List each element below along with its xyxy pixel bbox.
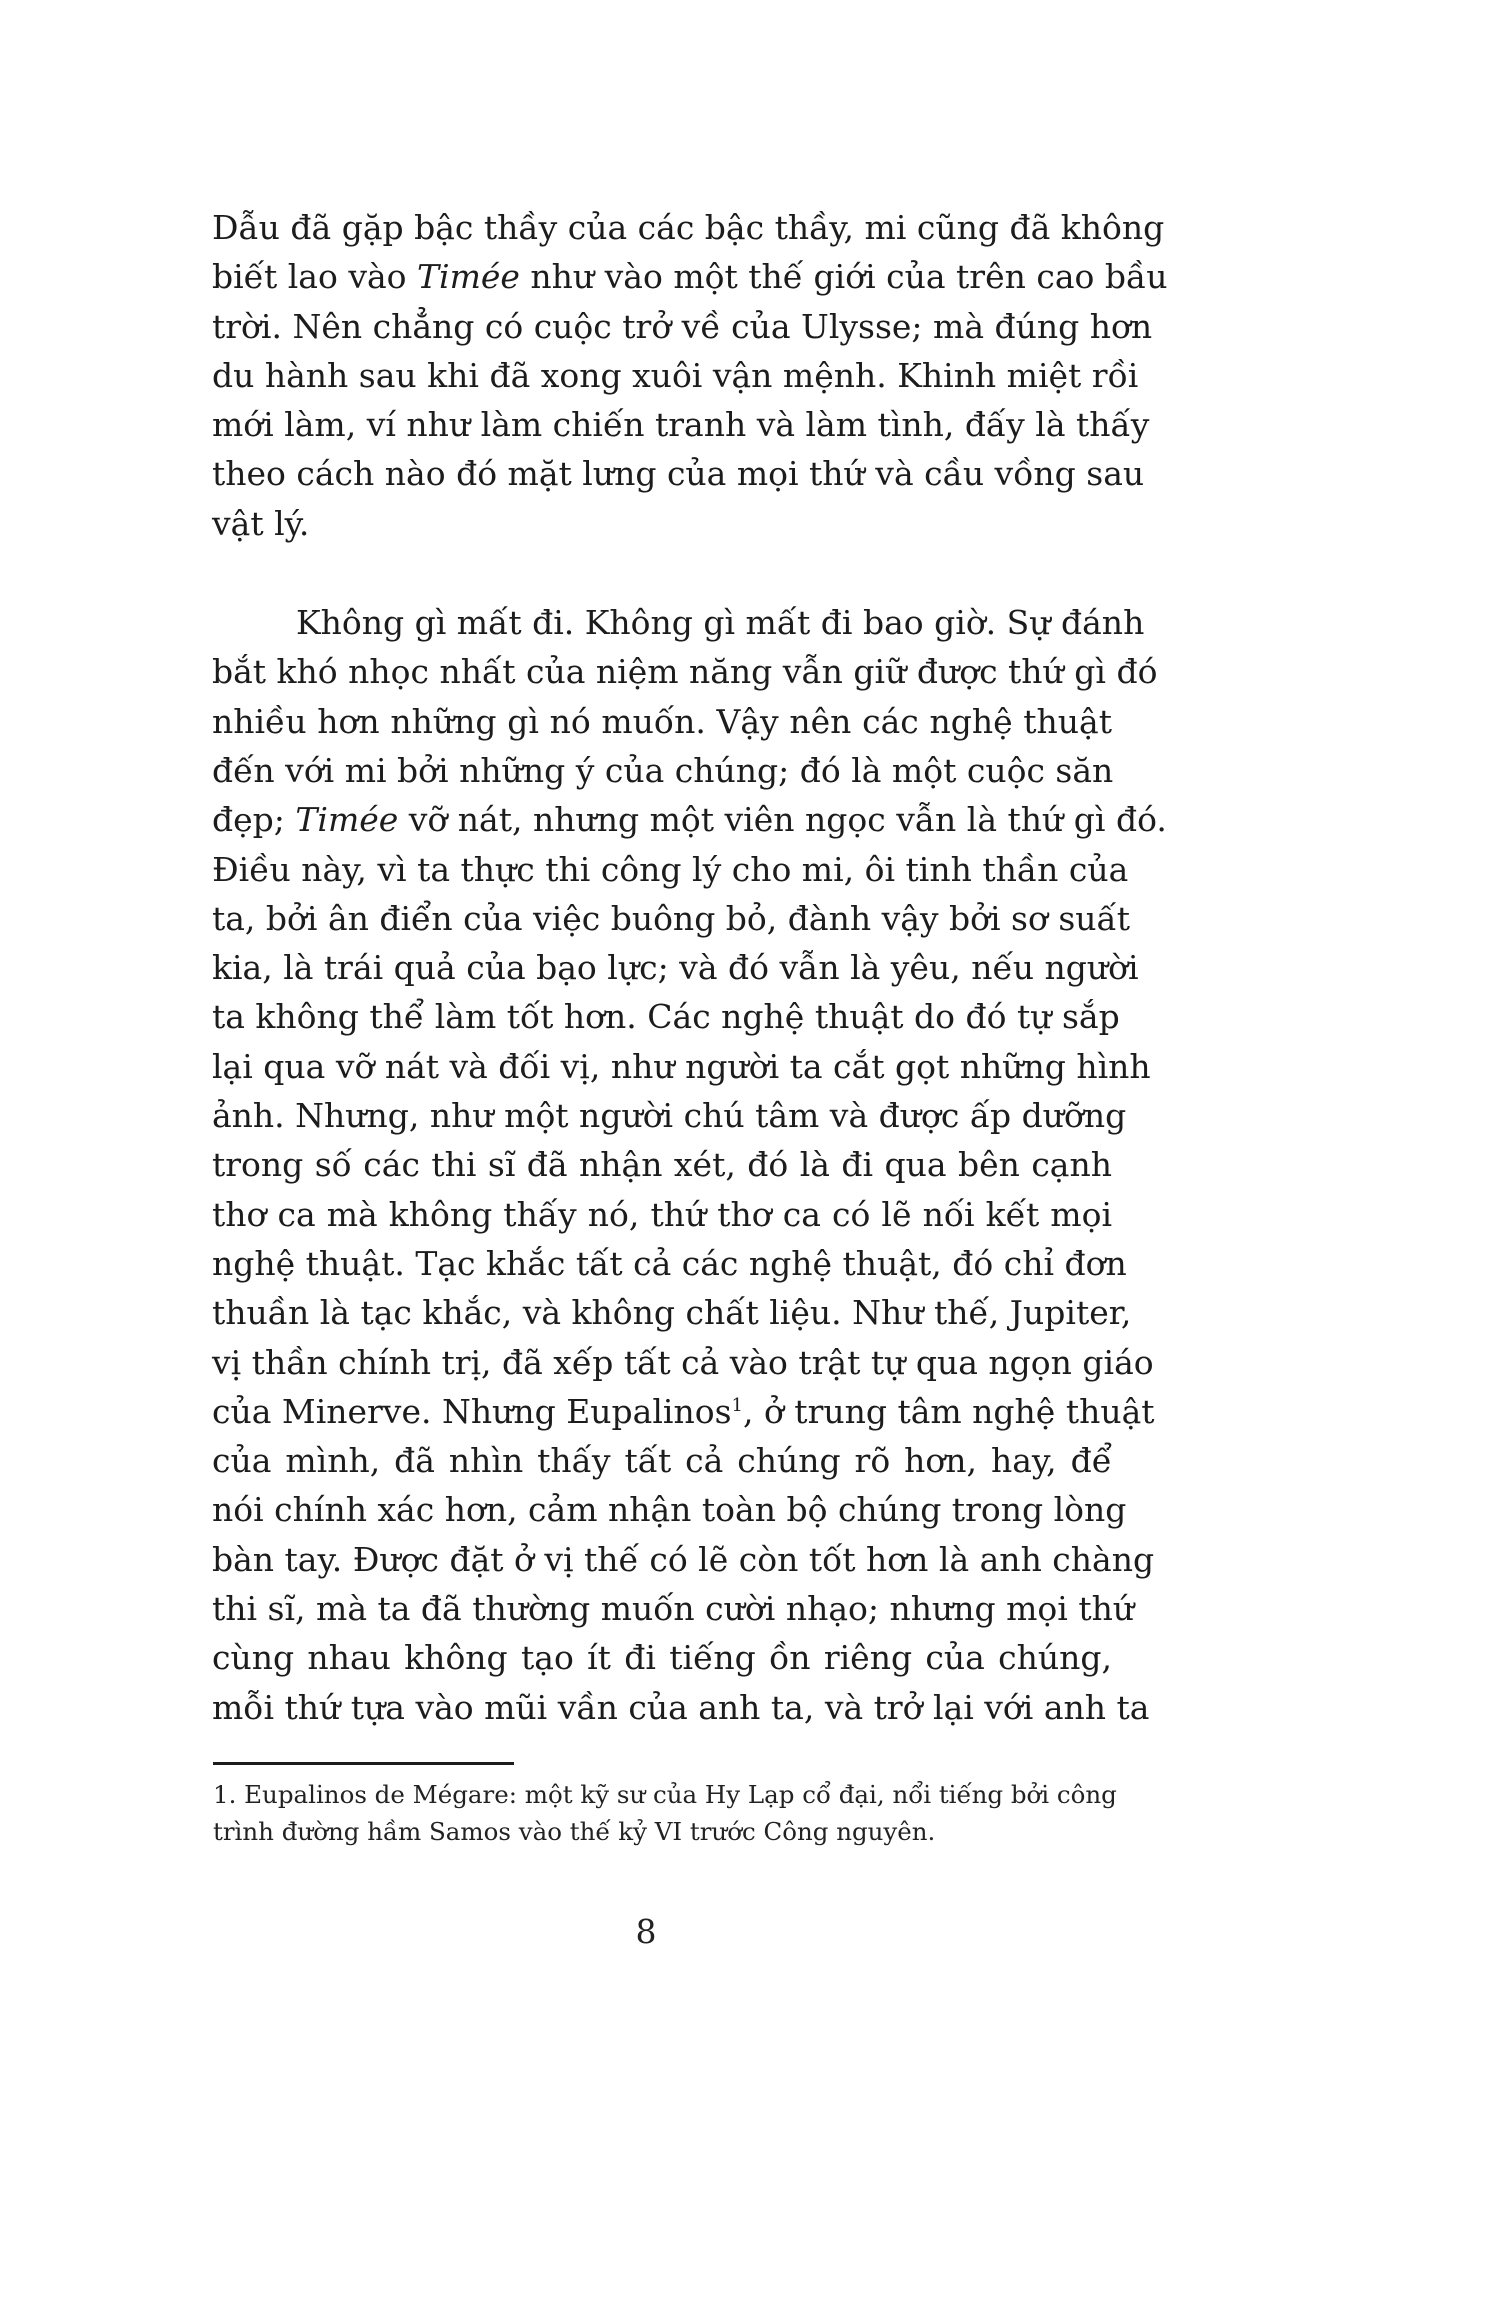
text-line: vị thần chính trị, đã xếp tất cả vào trật tự qua ngọn giáo [212,1342,1154,1382]
text-line: ta, bởi ân điển của việc buông bỏ, đành vậy bởi sơ suất [212,898,1131,938]
text-line: mới làm, ví như làm chiến tranh và làm tình, đấy là thấy [212,405,1150,445]
italic-title: Timée [295,800,399,840]
text-segment: của Minerve. Nhưng Eupalinos [212,1391,732,1431]
footnote-line-1: 1. Eupalinos de Mégare: một kỹ sư của Hy Lạp cổ đại, nổi tiếng bởi công [213,1780,1117,1809]
text-line [212,252,1168,301]
paragraph-2 [212,598,1167,1732]
footnote [213,1776,1117,1850]
text-line: thi sĩ, mà ta đã thường muốn cười nhạo; nhưng mọi thứ [212,1589,1135,1629]
text-line: ảnh. Nhưng, như một người chú tâm và được ấp dưỡng [212,1096,1127,1136]
text-line: thơ ca mà không thấy nó, thứ thơ ca có lẽ nối kết mọi [212,1194,1112,1234]
text-line: lại qua vỡ nát và đối vị, như người ta cắt gọt những hình [212,1046,1151,1086]
italic-title: Timée [417,257,520,297]
text-line: trong số các thi sĩ đã nhận xét, đó là đi qua bên cạnh [212,1145,1112,1185]
text-line: của mình, đã nhìn thấy tất cả chúng rõ hơn, hay, để [212,1441,1112,1481]
text-line: bắt khó nhọc nhất của niệm năng vẫn giữ được thứ gì đó [212,652,1158,692]
footnote-rule [213,1762,514,1765]
text-line: trời. Nên chẳng có cuộc trở về của Ulysse; mà đúng hơn [212,306,1153,346]
text-line: nói chính xác hơn, cảm nhận toàn bộ chúng trong lòng [212,1490,1127,1530]
text-segment: vỡ nát, nhưng một viên ngọc vẫn là thứ gì đó. [398,800,1167,840]
paragraph-1 [212,203,1168,548]
text-line: kia, là trái quả của bạo lực; và đó vẫn là yêu, nếu người [212,948,1139,988]
footnote-reference: 1 [731,1394,743,1416]
text-line: ta không thể làm tốt hơn. Các nghệ thuật do đó tự sắp [212,997,1120,1037]
paragraph-gap [212,548,1112,598]
text-line: thuần là tạc khắc, và không chất liệu. Như thế, Jupiter, [212,1293,1132,1333]
text-segment: như vào một thế giới của trên cao bầu [519,257,1168,297]
text-line: vật lý. [212,503,310,543]
footnote-line-2: trình đường hầm Samos vào thế kỷ VI trước Công nguyên. [213,1817,936,1846]
page-number: 8 [635,1912,657,1951]
text-segment: đẹp; [212,800,296,840]
text-line: đến với mi bởi những ý của chúng; đó là một cuộc săn [212,750,1114,790]
text-segment: biết lao vào [212,257,417,297]
text-line: cùng nhau không tạo ít đi tiếng ồn riêng của chúng, [212,1638,1112,1678]
text-line: mỗi thứ tựa vào mũi vần của anh ta, và trở lại với anh ta [212,1687,1150,1727]
text-line: nghệ thuật. Tạc khắc tất cả các nghệ thuật, đó chỉ đơn [212,1243,1127,1283]
text-line: Điều này, vì ta thực thi công lý cho mi, ôi tinh thần của [212,849,1129,889]
text-line [212,1387,1155,1436]
text-line: Dẫu đã gặp bậc thầy của các bậc thầy, mi cũng đã không [212,208,1165,247]
text-line: theo cách nào đó mặt lưng của mọi thứ và cầu vồng sau [212,454,1145,494]
text-line: du hành sau khi đã xong xuôi vận mệnh. Khinh miệt rồi [212,355,1139,395]
text-line: bàn tay. Được đặt ở vị thế có lẽ còn tốt hơn là anh chàng [212,1539,1155,1579]
text-line [212,795,1167,844]
main-text [212,203,1168,1732]
text-line: nhiều hơn những gì nó muốn. Vậy nên các nghệ thuật [212,701,1112,741]
text-segment: , ở trung tâm nghệ thuật [742,1391,1155,1431]
text-line: Không gì mất đi. Không gì mất đi bao giờ. Sự đánh [296,603,1145,643]
